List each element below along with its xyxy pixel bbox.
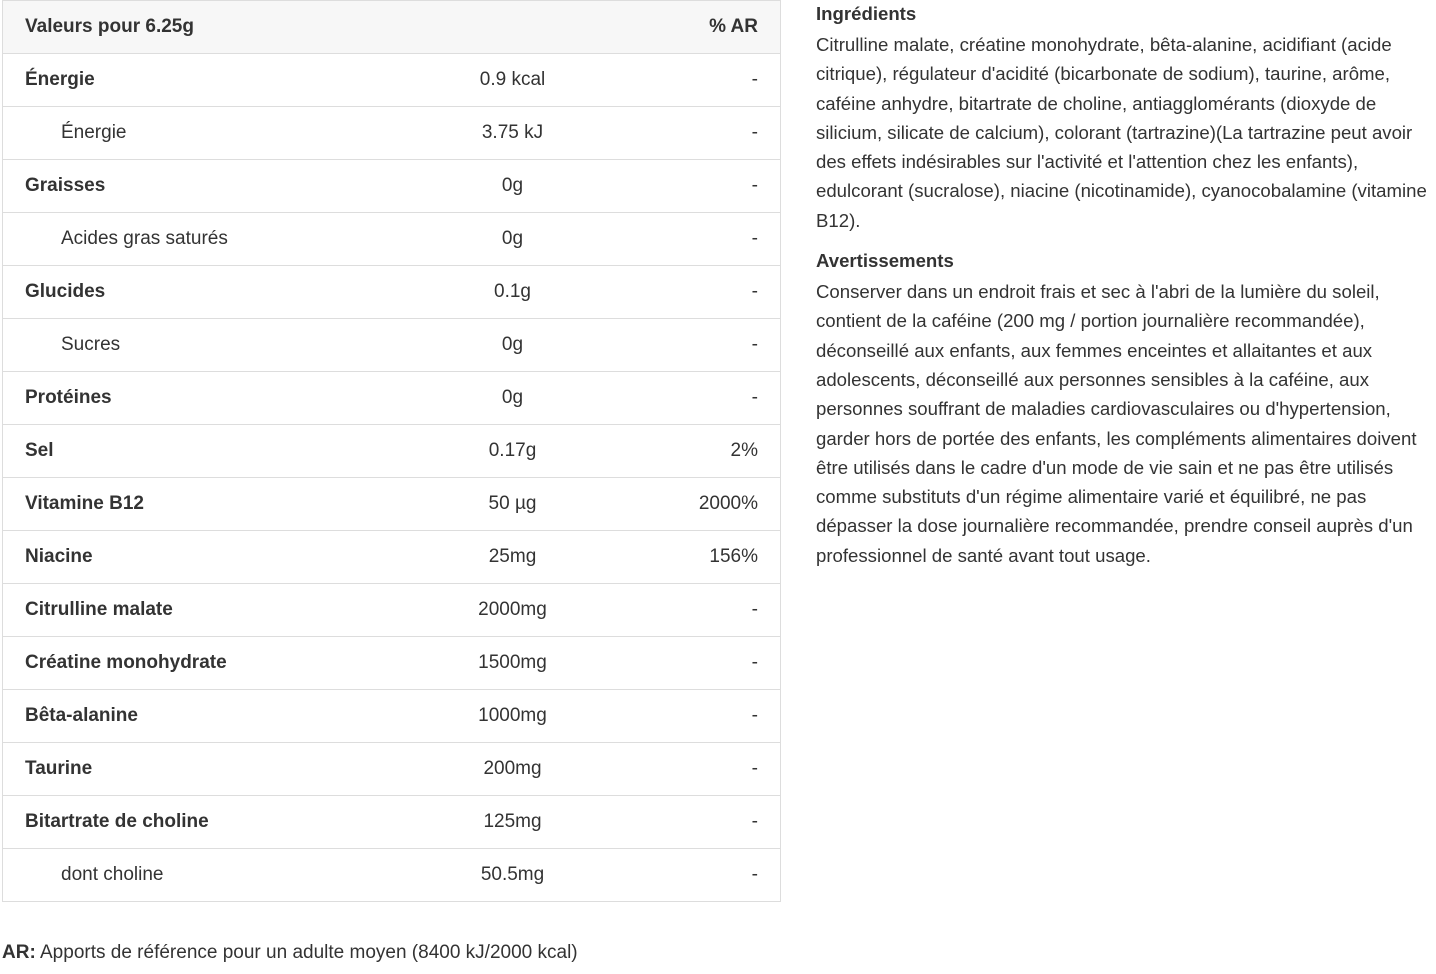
nutrient-value: 0.1g bbox=[381, 266, 645, 319]
nutrient-name: Protéines bbox=[3, 372, 381, 425]
nutrient-name: dont choline bbox=[3, 849, 381, 902]
nutrient-ar: - bbox=[645, 796, 781, 849]
nutrient-name: Énergie bbox=[3, 54, 381, 107]
table-row bbox=[3, 107, 781, 160]
product-info bbox=[816, 2, 1430, 570]
table-row bbox=[3, 743, 781, 796]
table-row bbox=[3, 160, 781, 213]
table-row bbox=[3, 637, 781, 690]
footnote-text: Apports de référence pour un adulte moyen (8400 kJ/2000 kcal) bbox=[35, 942, 578, 963]
nutrition-table-header bbox=[3, 1, 781, 54]
nutrient-ar: - bbox=[645, 690, 781, 743]
table-row bbox=[3, 796, 781, 849]
nutrient-value: 200mg bbox=[381, 743, 645, 796]
ingredients-text: Citrulline malate, créatine monohydrate, bêta-alanine, acidifiant (acide citrique), régulateur d'acidité (bicarbonate de sodium), taurine, arôme, caféine anhydre, bitartrate de choline, antiagglomérants (dioxyde de silicium, silicate de calcium), colorant (tartrazine)(La tartrazine peut avoir des effets indésirables sur l'activité et l'attention chez les enfants), edulcorant (sucralose), niacine (nicotinamide), cyanocobalamine (vitamine B12). bbox=[816, 34, 1427, 231]
nutrient-name: Graisses bbox=[3, 160, 381, 213]
nutrient-name: Acides gras saturés bbox=[3, 213, 381, 266]
table-row bbox=[3, 372, 781, 425]
header-row bbox=[3, 1, 781, 54]
nutrient-ar: 156% bbox=[645, 531, 781, 584]
nutrient-value: 0g bbox=[381, 372, 645, 425]
table-row bbox=[3, 849, 781, 902]
nutrient-ar: 2000% bbox=[645, 478, 781, 531]
header-value-label bbox=[381, 1, 645, 54]
table-row bbox=[3, 425, 781, 478]
nutrient-value: 25mg bbox=[381, 531, 645, 584]
nutrient-name: Citrulline malate bbox=[3, 584, 381, 637]
nutrient-ar: - bbox=[645, 372, 781, 425]
nutrition-table-body bbox=[3, 54, 781, 902]
table-row bbox=[3, 531, 781, 584]
ingredients-title: Ingrédients bbox=[816, 3, 917, 24]
nutrient-name: Taurine bbox=[3, 743, 381, 796]
nutrient-ar: - bbox=[645, 160, 781, 213]
nutrient-value: 50 µg bbox=[381, 478, 645, 531]
table-row bbox=[3, 266, 781, 319]
warnings-text: Conserver dans un endroit frais et sec à l'abri de la lumière du soleil, contient de la caféine (200 mg / portion journalière recommandée), déconseillé aux enfants, aux femmes enceintes et allaitantes et aux adolescents, déconseillé aux personnes sensibles à la caféine, aux personnes souffrant de maladies cardiovasculaires ou d'hypertension, garder hors de portée des enfants, les compléments alimentaires doivent être utilisés dans le cadre d'un mode de vie sain et ne pas être utilisés comme substituts d'un régime alimentaire varié et équilibré, ne pas dépasser la dose journalière recommandée, prendre conseil auprès d'un professionnel de santé avant tout usage. bbox=[816, 281, 1417, 566]
warnings-title: Avertissements bbox=[816, 250, 954, 272]
table-row bbox=[3, 319, 781, 372]
footnote bbox=[2, 942, 578, 964]
nutrient-ar: - bbox=[645, 319, 781, 372]
nutrient-name: Glucides bbox=[3, 266, 381, 319]
nutrient-value: 0g bbox=[381, 213, 645, 266]
table-row bbox=[3, 478, 781, 531]
nutrient-name: Bitartrate de choline bbox=[3, 796, 381, 849]
nutrient-ar: 2% bbox=[645, 425, 781, 478]
nutrient-name: Créatine monohydrate bbox=[3, 637, 381, 690]
table-row bbox=[3, 584, 781, 637]
nutrient-value: 0g bbox=[381, 160, 645, 213]
nutrient-value: 0g bbox=[381, 319, 645, 372]
nutrient-value: 125mg bbox=[381, 796, 645, 849]
nutrition-table bbox=[2, 0, 781, 902]
nutrient-name: Vitamine B12 bbox=[3, 478, 381, 531]
nutrient-value: 0.17g bbox=[381, 425, 645, 478]
nutrient-ar: - bbox=[645, 743, 781, 796]
nutrient-name: Niacine bbox=[3, 531, 381, 584]
table-row bbox=[3, 213, 781, 266]
nutrient-name: Sucres bbox=[3, 319, 381, 372]
nutrient-ar: - bbox=[645, 107, 781, 160]
nutrient-ar: - bbox=[645, 584, 781, 637]
header-ar-label: % AR bbox=[645, 1, 781, 54]
nutrient-value: 2000mg bbox=[381, 584, 645, 637]
table-row bbox=[3, 54, 781, 107]
footnote-label: AR: bbox=[2, 942, 36, 963]
nutrient-ar: - bbox=[645, 54, 781, 107]
nutrient-value: 0.9 kcal bbox=[381, 54, 645, 107]
nutrient-name: Bêta-alanine bbox=[3, 690, 381, 743]
nutrient-value: 1500mg bbox=[381, 637, 645, 690]
nutrient-ar: - bbox=[645, 266, 781, 319]
table-row bbox=[3, 690, 781, 743]
nutrient-ar: - bbox=[645, 213, 781, 266]
nutrient-value: 1000mg bbox=[381, 690, 645, 743]
nutrient-name: Énergie bbox=[3, 107, 381, 160]
nutrient-ar: - bbox=[645, 637, 781, 690]
header-serving-label: Valeurs pour 6.25g bbox=[3, 1, 381, 54]
nutrient-value: 50.5mg bbox=[381, 849, 645, 902]
nutrient-ar: - bbox=[645, 849, 781, 902]
nutrient-name: Sel bbox=[3, 425, 381, 478]
nutrient-value: 3.75 kJ bbox=[381, 107, 645, 160]
